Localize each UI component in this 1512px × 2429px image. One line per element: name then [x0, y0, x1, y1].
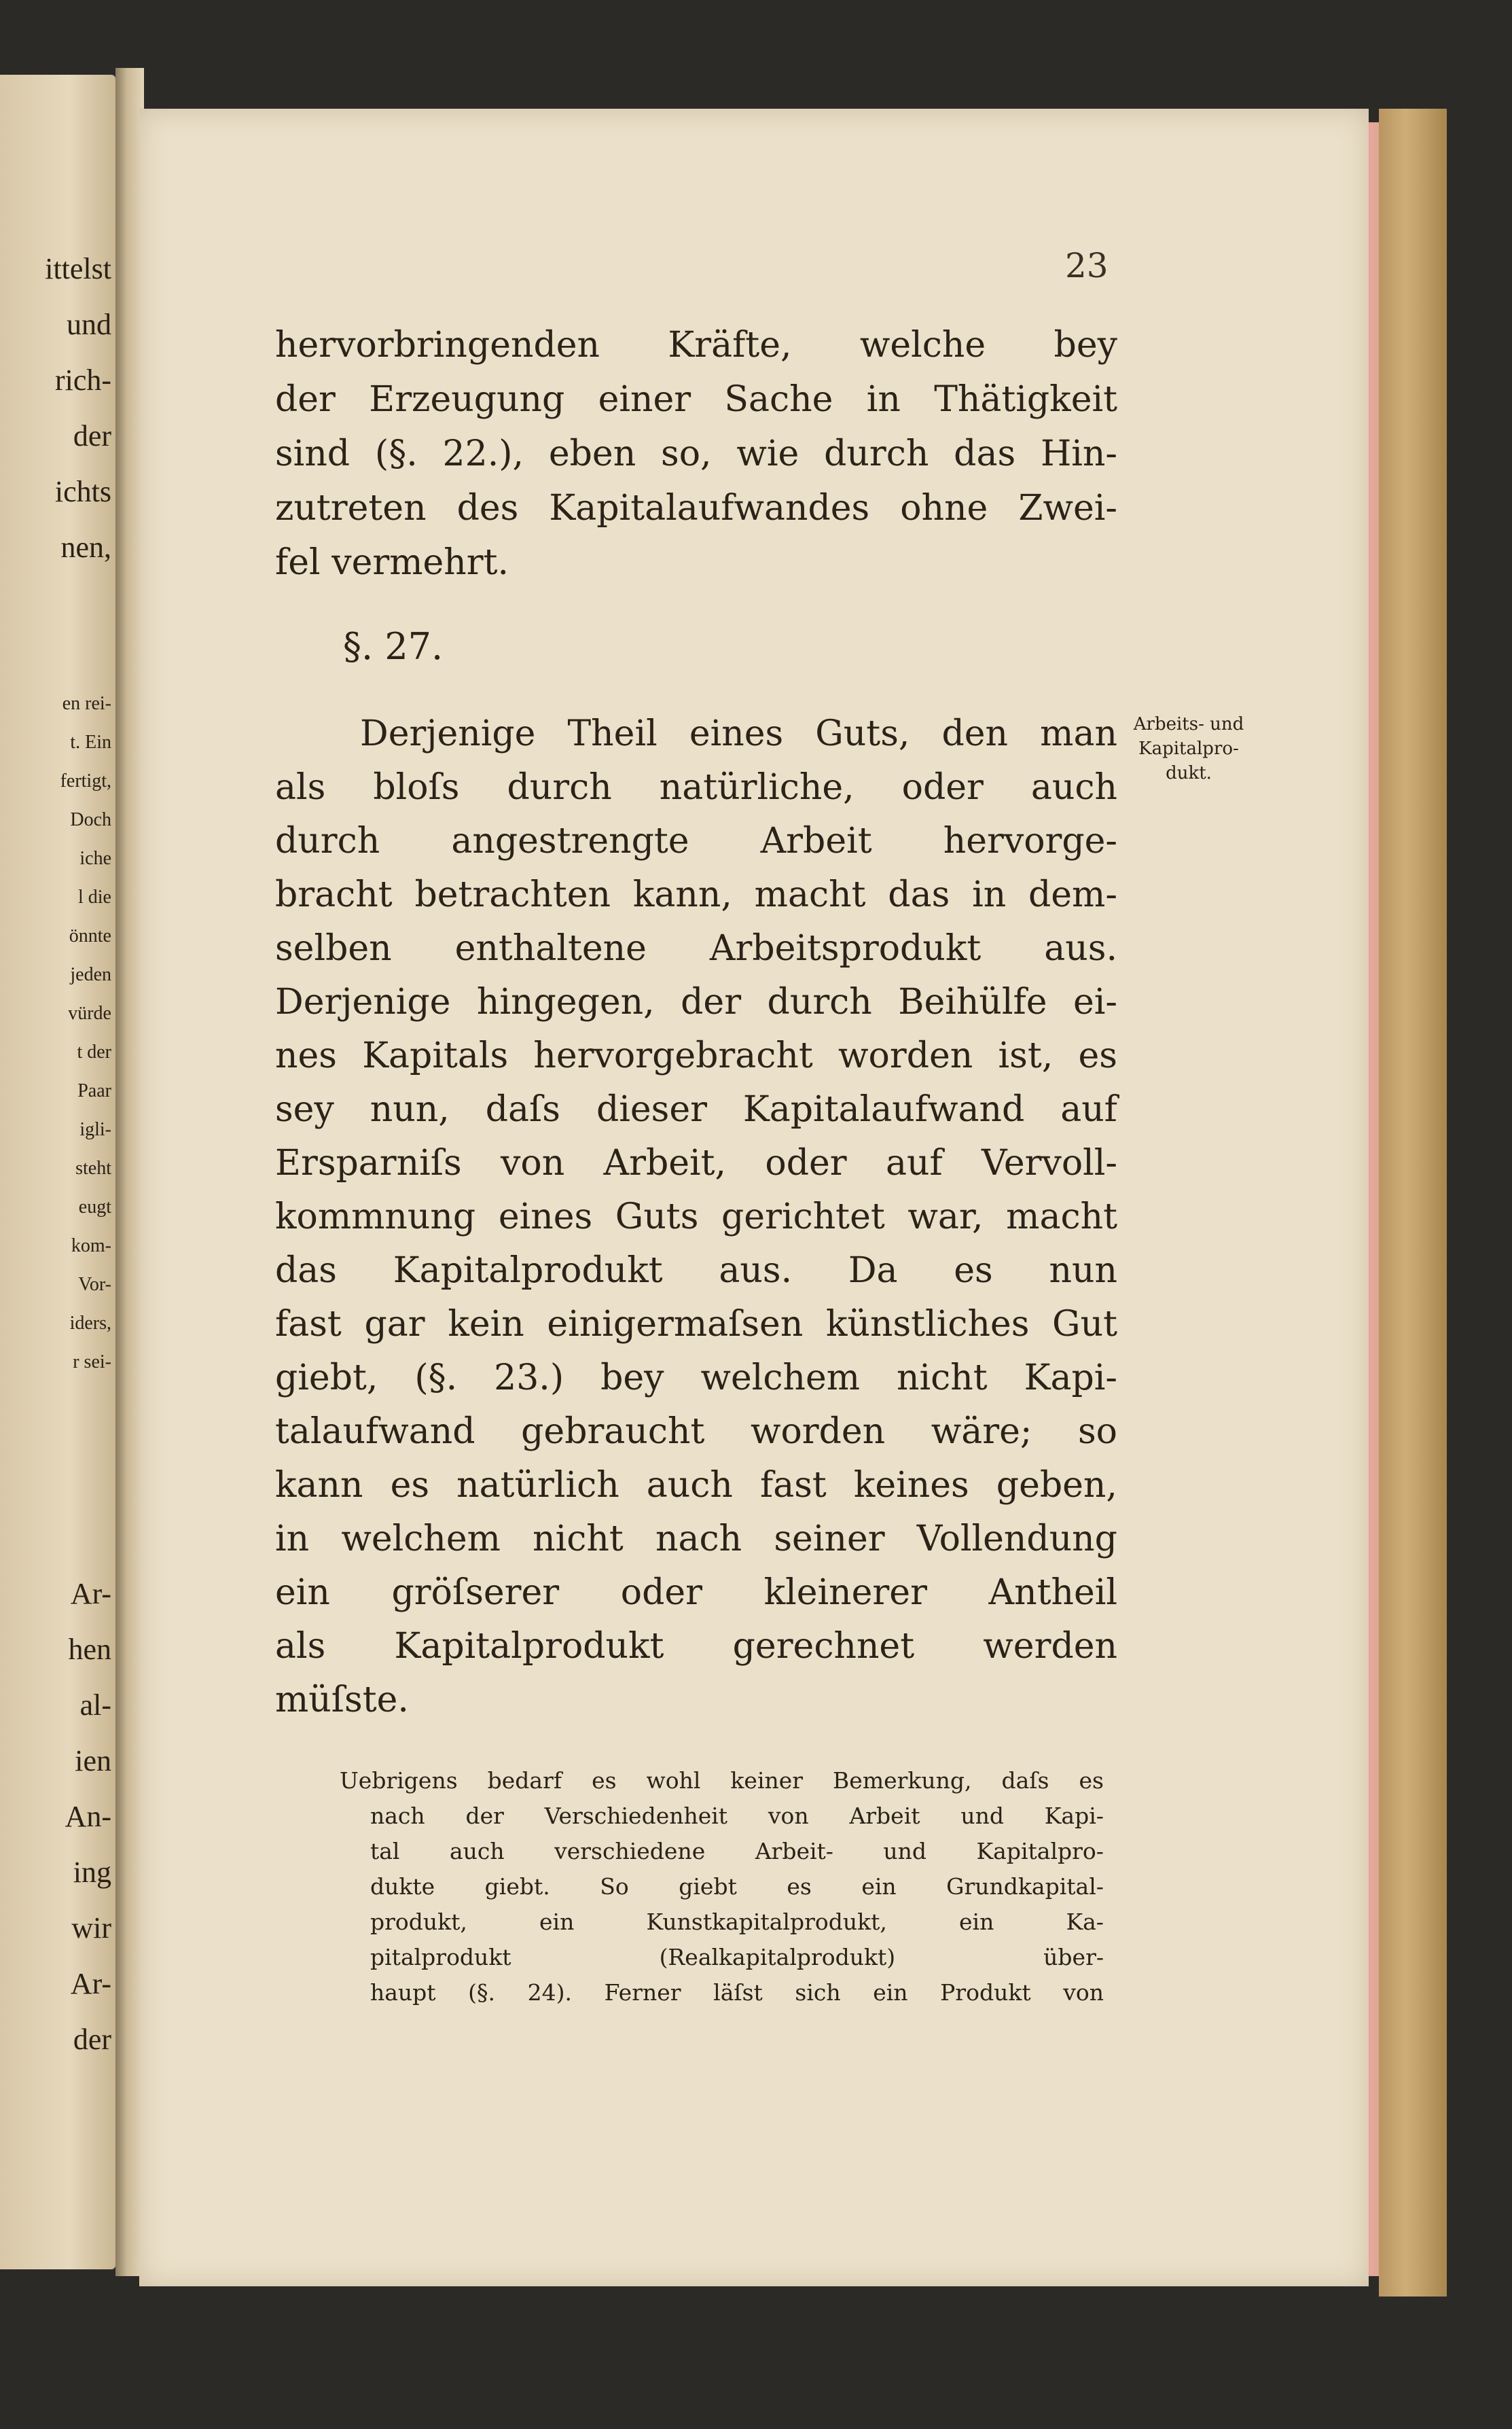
- word: ei-: [1073, 982, 1117, 1023]
- word: ein: [861, 1873, 897, 1900]
- margin-note-line: dukt.: [1166, 763, 1212, 783]
- word: werden: [983, 1626, 1117, 1667]
- word: auf: [885, 1143, 943, 1184]
- text-line: [275, 318, 1117, 372]
- word: gar: [364, 1304, 425, 1345]
- text-line: [275, 1029, 1117, 1083]
- left-page-fragment: Ar-: [70, 1967, 111, 2000]
- word: wäre;: [931, 1411, 1032, 1452]
- word: durch: [824, 433, 929, 474]
- left-page-fragment: t. Ein: [70, 732, 111, 753]
- word: verschiedene: [554, 1838, 706, 1864]
- word: wohl: [646, 1767, 701, 1794]
- word: macht: [1006, 1196, 1117, 1237]
- word: fast: [759, 1465, 827, 1506]
- word: Guts,: [815, 713, 910, 754]
- word: giebt.: [484, 1873, 550, 1900]
- text-line: [275, 535, 1117, 590]
- margin-note-line: Arbeits- und: [1133, 714, 1244, 734]
- word: kommnung: [275, 1196, 476, 1237]
- footnote-line: [370, 1904, 1104, 1940]
- word: gebraucht: [521, 1411, 705, 1452]
- left-page-fragment: der: [73, 2023, 111, 2056]
- word: daſs: [485, 1089, 560, 1130]
- left-page-fragment: An-: [65, 1800, 111, 1833]
- word: Produkt: [940, 1979, 1031, 2006]
- word: in: [866, 379, 901, 420]
- word: macht: [754, 874, 866, 915]
- word: zutreten: [275, 488, 427, 529]
- word: ohne: [900, 488, 988, 529]
- word: vermehrt.: [331, 542, 509, 583]
- word: dukte: [370, 1873, 435, 1900]
- word: Da: [848, 1250, 898, 1291]
- word: der: [681, 982, 742, 1023]
- word: nach: [370, 1803, 425, 1829]
- word: oder: [620, 1572, 703, 1613]
- word: kann,: [632, 874, 732, 915]
- left-page-fragment: r sei-: [73, 1351, 111, 1372]
- word: Zwei-: [1018, 488, 1117, 529]
- word: war,: [907, 1196, 984, 1237]
- left-page-fragment: vürde: [68, 1003, 111, 1024]
- word: Arbeit: [849, 1803, 920, 1829]
- word: es: [390, 1465, 430, 1506]
- left-page-fragment: t der: [77, 1042, 111, 1063]
- word: von: [501, 1143, 565, 1184]
- word: giebt: [679, 1873, 737, 1900]
- word: nes: [275, 1035, 337, 1076]
- left-page-fragment: steht: [75, 1158, 111, 1179]
- word: Verschiedenheit: [544, 1803, 728, 1829]
- text-line: [275, 1512, 1117, 1566]
- word: auch: [646, 1465, 733, 1506]
- word: (§.: [468, 1979, 496, 2006]
- word: Guts: [615, 1196, 699, 1237]
- word: bloſs: [373, 767, 460, 808]
- left-page-fragment: l die: [78, 887, 111, 908]
- word: und: [883, 1838, 927, 1864]
- word: in: [275, 1519, 310, 1559]
- text-line: [275, 1190, 1117, 1244]
- footnote-line: [340, 1763, 1104, 1798]
- word: es: [592, 1767, 617, 1794]
- left-page-fragment: ien: [75, 1744, 111, 1777]
- word: worden: [838, 1035, 973, 1076]
- word: es: [1078, 1035, 1117, 1076]
- word: natürliche,: [659, 767, 854, 808]
- word: bedarf: [487, 1767, 562, 1794]
- word: dieser: [596, 1089, 707, 1130]
- word: Derjenige: [360, 713, 536, 754]
- word: welchem: [341, 1519, 501, 1559]
- word: der: [465, 1803, 504, 1829]
- word: geben,: [996, 1465, 1117, 1506]
- left-page-fragment: iche: [79, 848, 111, 869]
- word: einigermaſsen: [547, 1304, 804, 1345]
- page-number: 23: [1065, 246, 1109, 285]
- word: haupt: [370, 1979, 436, 2006]
- word: Uebrigens: [340, 1767, 458, 1794]
- word: Vervoll-: [982, 1143, 1117, 1184]
- word: über-: [1043, 1944, 1104, 1970]
- word: das: [888, 874, 950, 915]
- word: 22.),: [442, 433, 524, 474]
- word: auch: [449, 1838, 505, 1864]
- word: welchem: [700, 1358, 861, 1398]
- word: Kapitalpro-: [976, 1838, 1104, 1864]
- word: Kräfte,: [668, 325, 792, 366]
- word: kann: [275, 1465, 363, 1506]
- word: in: [972, 874, 1007, 915]
- left-page-fragment: nen,: [60, 531, 111, 564]
- word: Kapi-: [1044, 1803, 1104, 1829]
- word: als: [275, 1626, 326, 1667]
- text-line: [275, 1082, 1117, 1137]
- word: fel: [275, 542, 332, 583]
- word: Arbeitsprodukt: [709, 928, 982, 969]
- word: Kunstkapitalprodukt,: [646, 1909, 887, 1935]
- word: kleinerer: [763, 1572, 927, 1613]
- word: So: [600, 1873, 629, 1900]
- word: nach: [655, 1519, 742, 1559]
- word: ein: [873, 1979, 908, 2006]
- left-page-fragment: igli-: [79, 1119, 111, 1140]
- word: gerichtet: [721, 1196, 885, 1237]
- word: Erzeugung: [369, 379, 565, 420]
- text-line: [275, 427, 1117, 481]
- word: und: [960, 1803, 1004, 1829]
- word: durch: [275, 821, 380, 862]
- word: (Realkapitalprodukt): [659, 1944, 896, 1970]
- text-line: [275, 372, 1117, 427]
- word: Arbeit-: [755, 1838, 833, 1864]
- word: bracht: [275, 874, 393, 915]
- word: talaufwand: [275, 1411, 475, 1452]
- text-line: [275, 814, 1117, 868]
- word: Kapitalprodukt: [393, 1250, 663, 1291]
- left-page-fragment: ing: [73, 1856, 111, 1889]
- word: Hin-: [1040, 433, 1117, 474]
- word: oder: [765, 1143, 847, 1184]
- word: kein: [448, 1304, 524, 1345]
- word: als: [275, 767, 326, 808]
- word: ein: [275, 1572, 330, 1613]
- word: nun,: [370, 1089, 450, 1130]
- word: Vollendung: [916, 1519, 1117, 1559]
- word: Ferner: [604, 1979, 681, 2006]
- word: bey: [1054, 325, 1117, 366]
- left-page-fragment: ichts: [54, 475, 111, 508]
- word: pitalprodukt: [370, 1944, 511, 1970]
- word: ein: [539, 1909, 575, 1935]
- word: der: [275, 379, 336, 420]
- word: produkt,: [370, 1909, 467, 1935]
- left-page-fragment: al-: [79, 1688, 111, 1722]
- word: 24).: [527, 1979, 572, 2006]
- word: 23.): [494, 1358, 564, 1398]
- word: sich: [795, 1979, 841, 2006]
- word: eines: [689, 713, 784, 754]
- word: nicht: [897, 1358, 988, 1398]
- word: gröſserer: [391, 1572, 560, 1613]
- text-line: [275, 975, 1117, 1029]
- word: (§.: [374, 433, 418, 474]
- text-line: [275, 1351, 1117, 1405]
- word: nun: [1049, 1250, 1117, 1291]
- word: künstliches: [825, 1304, 1030, 1345]
- word: es: [787, 1873, 812, 1900]
- left-page-fragment: Paar: [77, 1080, 111, 1101]
- word: worden: [750, 1411, 886, 1452]
- section-heading: §. 27.: [343, 625, 444, 668]
- word: Kapitalprodukt: [394, 1626, 664, 1667]
- word: es: [954, 1250, 993, 1291]
- word: welche: [859, 325, 986, 366]
- word: gerechnet: [732, 1626, 915, 1667]
- word: hervorge-: [943, 821, 1117, 862]
- word: so,: [661, 433, 712, 474]
- left-page-fragment: fertigt,: [60, 770, 111, 792]
- word: oder: [901, 767, 984, 808]
- word: Theil: [567, 713, 658, 754]
- word: man: [1040, 713, 1117, 754]
- word: durch: [507, 767, 612, 808]
- word: von: [768, 1803, 809, 1829]
- word: Kapitalaufwand: [742, 1089, 1025, 1130]
- left-page-fragment: eugt: [78, 1196, 111, 1218]
- left-page-fragment: Doch: [70, 809, 111, 830]
- word: keines: [853, 1465, 969, 1506]
- word: fast: [275, 1304, 342, 1345]
- left-page-fragment: önnte: [69, 925, 111, 946]
- left-page-fragment: iders,: [69, 1313, 111, 1334]
- word: Kapitals: [362, 1035, 509, 1076]
- text-line: [275, 1297, 1117, 1351]
- left-page-fragment: und: [67, 308, 111, 341]
- word: dem-: [1028, 874, 1117, 915]
- word: giebt,: [275, 1358, 378, 1398]
- word: tal: [370, 1838, 400, 1864]
- word: Beihülfe: [898, 982, 1047, 1023]
- footnote-line: [370, 1798, 1104, 1834]
- word: Gut: [1052, 1304, 1117, 1345]
- text-line: [275, 1619, 1117, 1673]
- text-line: [360, 707, 1117, 761]
- text-line: [275, 481, 1117, 535]
- word: es: [1079, 1767, 1104, 1794]
- word: bey: [600, 1358, 664, 1398]
- word: betrachten: [414, 874, 611, 915]
- word: auch: [1030, 767, 1117, 808]
- left-page-fragment: en rei-: [62, 693, 111, 714]
- word: keiner: [730, 1767, 804, 1794]
- left-page-fragment: ittelst: [45, 252, 111, 285]
- footnote-line: [370, 1869, 1104, 1904]
- footnote-line: [370, 1975, 1104, 2010]
- word: das: [275, 1250, 337, 1291]
- text-line: [275, 921, 1117, 976]
- text-line: [275, 1404, 1117, 1459]
- left-page-fragment: kom-: [71, 1235, 111, 1256]
- word: läſst: [713, 1979, 763, 2006]
- text-line: [275, 1673, 1117, 1727]
- word: daſs: [1001, 1767, 1049, 1794]
- word: ein: [959, 1909, 994, 1935]
- word: Derjenige: [275, 982, 451, 1023]
- word: den: [941, 713, 1009, 754]
- text-line: [275, 1458, 1117, 1512]
- left-page-fragment: hen: [68, 1633, 111, 1666]
- word: durch: [767, 982, 872, 1023]
- word: Antheil: [988, 1572, 1117, 1613]
- footnote-line: [370, 1940, 1104, 1975]
- word: Bemerkung,: [833, 1767, 972, 1794]
- word: hervorbringenden: [275, 325, 600, 366]
- text-line: [275, 1243, 1117, 1298]
- word: Sache: [724, 379, 833, 420]
- word: wie: [736, 433, 799, 474]
- left-page-fragment: jeden: [70, 964, 111, 985]
- left-page-fragment: Ar-: [70, 1577, 111, 1610]
- word: (§.: [414, 1358, 458, 1398]
- word: ist,: [998, 1035, 1054, 1076]
- text-line: [275, 1565, 1117, 1620]
- word: angestrengte: [451, 821, 689, 862]
- word: des: [456, 488, 519, 529]
- word: das: [954, 433, 1016, 474]
- word: Thätigkeit: [934, 379, 1117, 420]
- text-line: [275, 1136, 1117, 1190]
- text-line: [275, 760, 1117, 815]
- left-page-fragment: der: [73, 419, 111, 453]
- word: auf: [1060, 1089, 1117, 1130]
- word: Kapitalaufwandes: [549, 488, 870, 529]
- word: Ka-: [1066, 1909, 1104, 1935]
- word: Ersparniſs: [275, 1143, 462, 1184]
- word: selben: [275, 928, 392, 969]
- left-page: [0, 75, 115, 2269]
- left-page-fragment: Vor-: [78, 1274, 111, 1295]
- word: sind: [275, 433, 350, 474]
- book-cover: [1379, 109, 1447, 2297]
- word: Kapi-: [1024, 1358, 1117, 1398]
- word: Arbeit,: [603, 1143, 727, 1184]
- word: eben: [548, 433, 636, 474]
- margin-note: [1114, 712, 1263, 785]
- footnote-line: [370, 1834, 1104, 1869]
- left-page-fragment: rich-: [54, 364, 111, 397]
- word: Grundkapital-: [946, 1873, 1104, 1900]
- text-line: [275, 868, 1117, 922]
- word: müſste.: [275, 1680, 409, 1720]
- left-page-fragment: wir: [71, 1911, 111, 1945]
- word: nicht: [533, 1519, 624, 1559]
- word: sey: [275, 1089, 334, 1130]
- word: hingegen,: [476, 982, 655, 1023]
- margin-note-line: Kapitalpro-: [1138, 739, 1239, 759]
- word: von: [1063, 1979, 1104, 2006]
- word: aus.: [719, 1250, 793, 1291]
- word: aus.: [1044, 928, 1117, 969]
- word: einer: [598, 379, 691, 420]
- word: eines: [498, 1196, 593, 1237]
- word: Arbeit: [760, 821, 872, 862]
- word: natürlich: [456, 1465, 619, 1506]
- word: hervorgebracht: [533, 1035, 813, 1076]
- word: so: [1078, 1411, 1117, 1452]
- word: enthaltene: [454, 928, 647, 969]
- word: seiner: [774, 1519, 885, 1559]
